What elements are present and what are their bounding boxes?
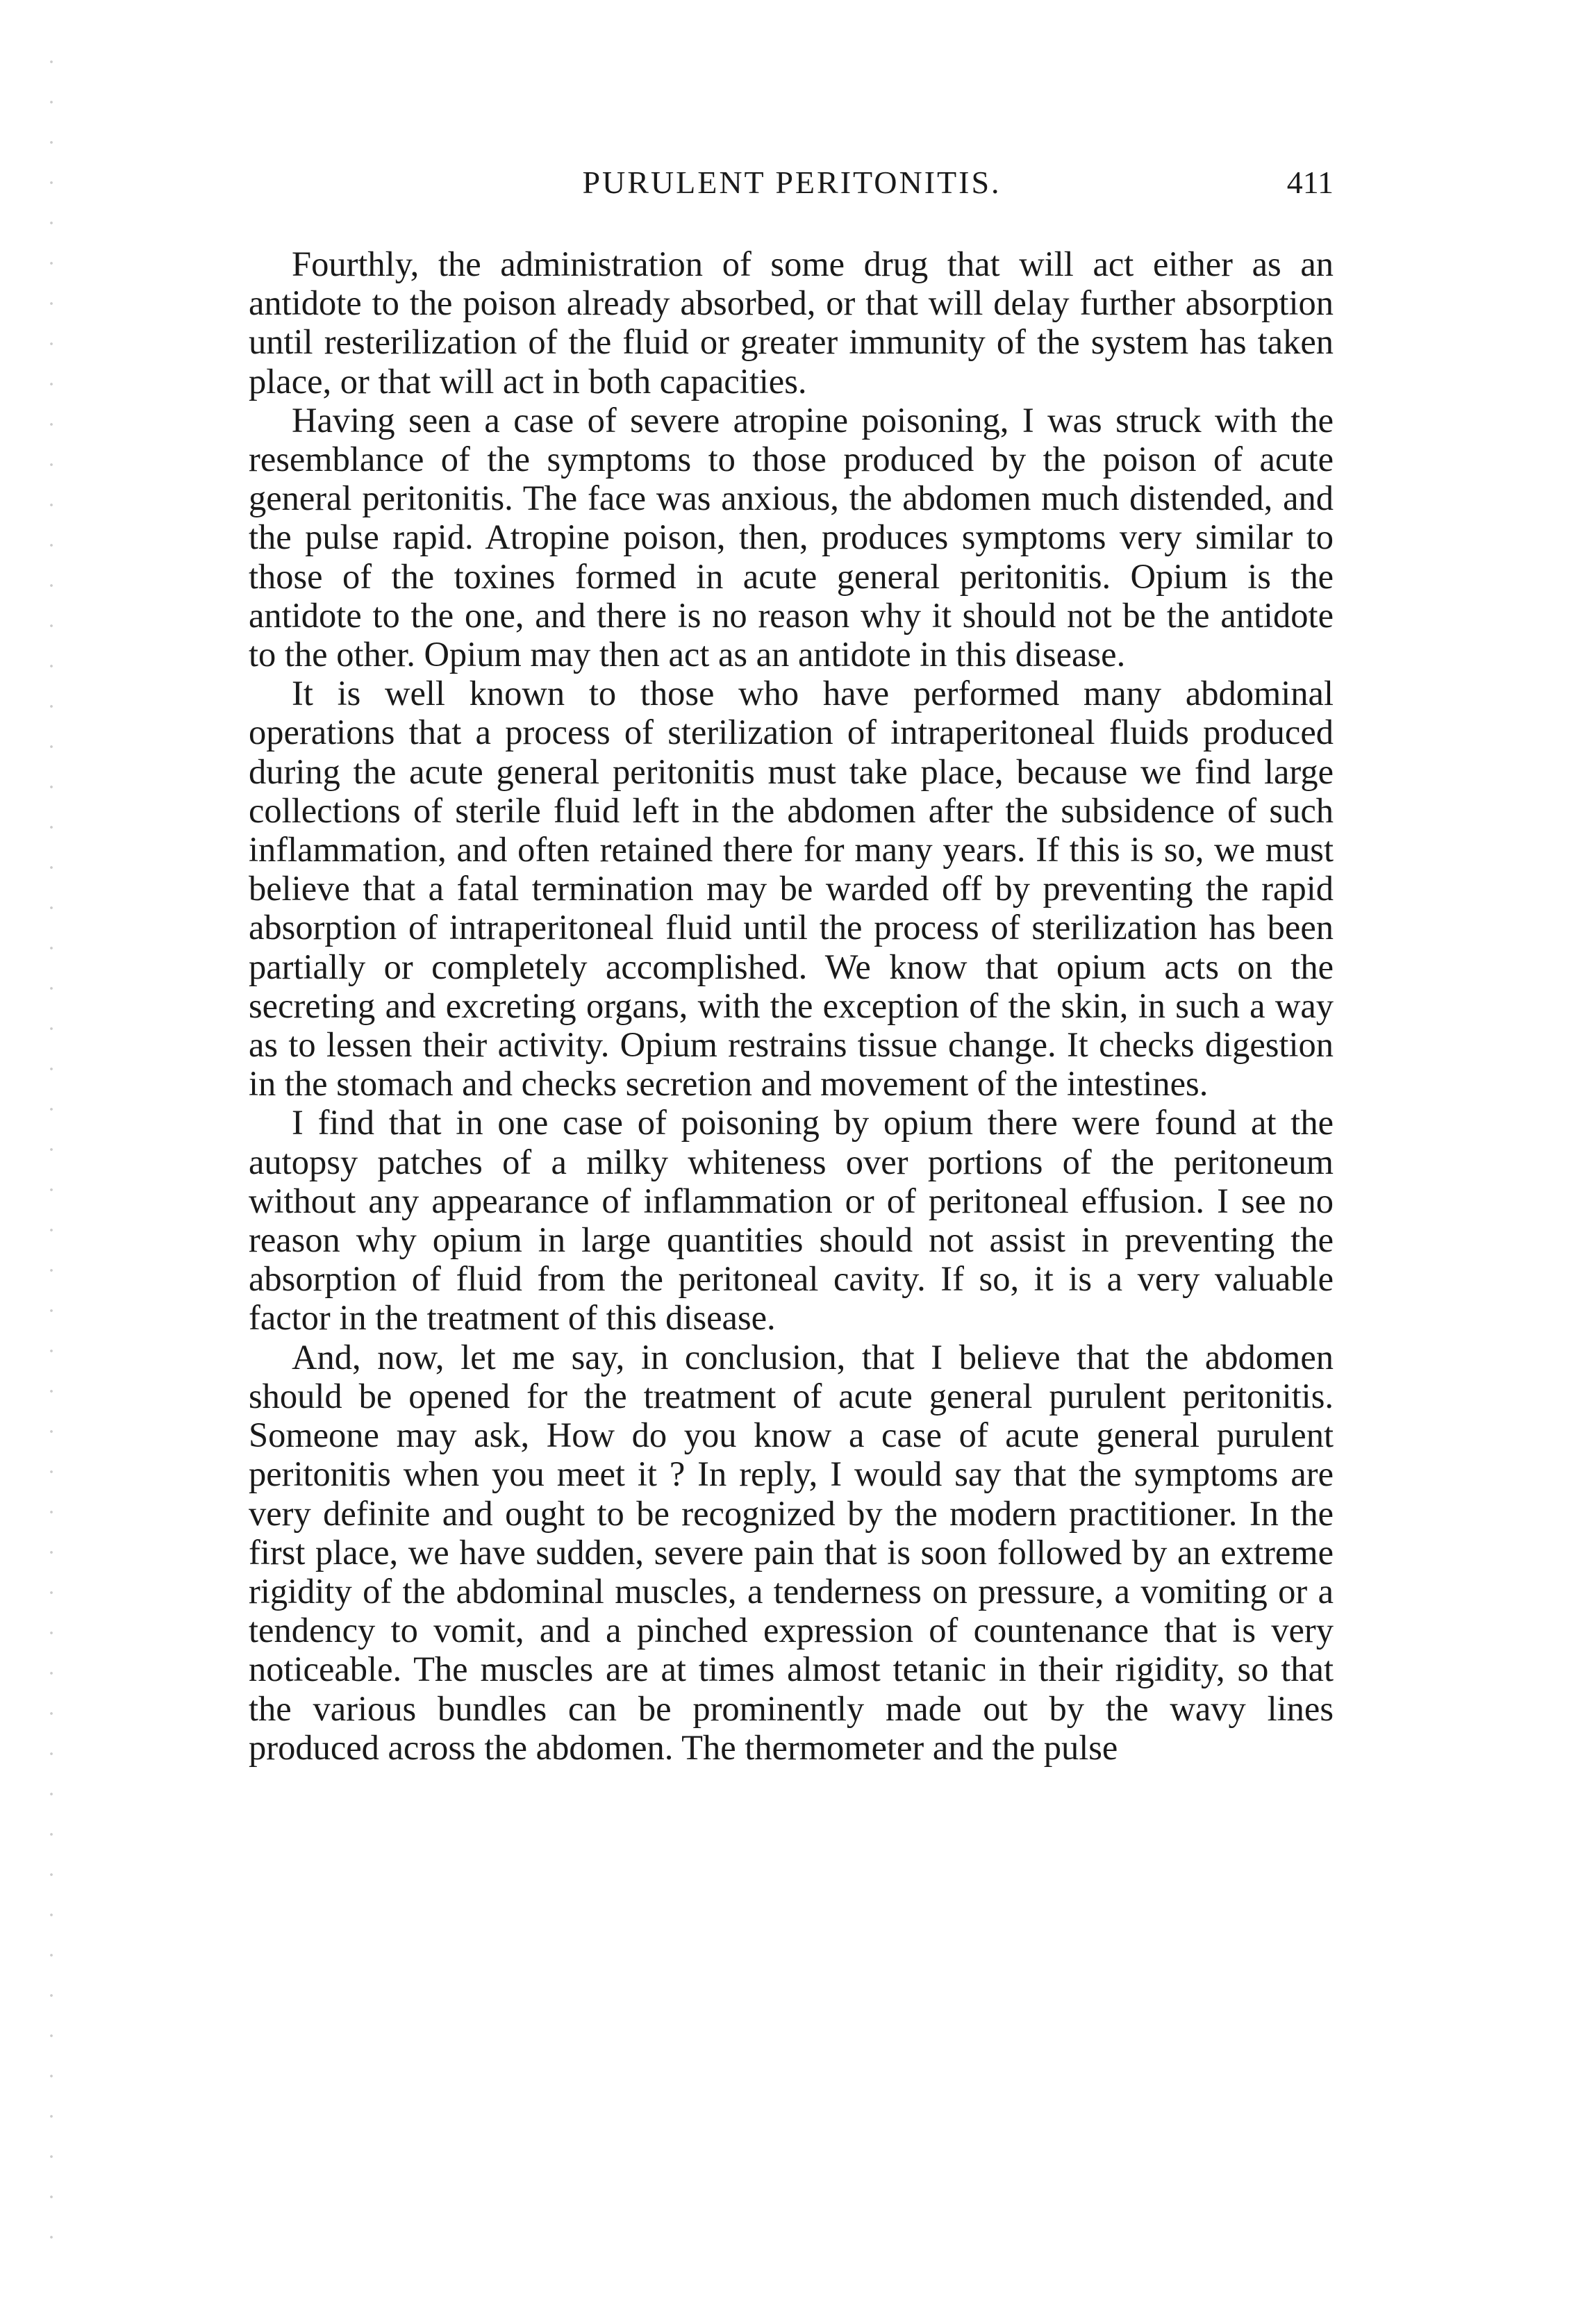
paragraph-conclusion: And, now, let me say, in conclusion, that I believe that the abdomen should be opened for the treatment of acute general purulent peritonitis. Someone may ask, How do you know a case of acute general purulent peritonitis when you meet it ? In reply, I would say that the symptoms are very definite and ought to be recognized by the modern practitioner. In the first place, we have sudden, severe pain that is soon followed by an extreme rigidity of the abdominal muscles, a tenderness on pressure, a vomiting or a tendency to vomit, and a pinched expression of countenance that is very noticeable. The muscles are at times almost tetanic in their rigidity, so that the various bundles can be prominently made out by the wavy lines produced across the abdomen. The thermometer and the pulse xyxy=(249,1337,1334,1767)
page-number: 411 xyxy=(1286,165,1334,200)
running-title: PURULENT PERITONITIS. xyxy=(582,165,1002,200)
paragraph-sterilization: It is well known to those who have performed many abdominal operations that a process of sterilization of intraperitoneal fluids produced during the acute general peritonitis must take place, because we find large collections of sterile fluid left in the abdomen after the subsidence of such inflammation, and often retained there for many years. If this is so, we must believe that a fatal termination may be warded off by preventing the rapid absorption of intraperitoneal fluid until the process of sterilization has been partially or completely accomplished. We know that opium acts on the secreting and excreting organs, with the exception of the skin, in such a way as to lessen their activity. Opium restrains tissue change. It checks digestion in the stomach and checks secretion and movement of the intestines. xyxy=(249,674,1334,1104)
binding-margin-specks xyxy=(49,42,90,2264)
body-text xyxy=(249,244,1334,1767)
paragraph-fourthly: Fourthly, the administration of some drug that will act either as an antidote to the poison already absorbed, or that will delay further absorption until resterilization of the fluid or greater immunity of the system has taken place, or that will act in both capacities. xyxy=(249,244,1334,401)
paragraph-atropine: Having seen a case of severe atropine poisoning, I was struck with the resemblance of the symptoms to those produced by the poison of acute general peritonitis. The face was anxious, the abdomen much distended, and the pulse rapid. Atropine poison, then, produces symptoms very similar to those of the toxines formed in acute general peritonitis. Opium is the antidote to the one, and there is no reason why it should not be the antidote to the other. Opium may then act as an antidote in this disease. xyxy=(249,400,1334,674)
paragraph-opium-poisoning: I find that in one case of poisoning by opium there were found at the autopsy patches of a milky whiteness over portions of the peritoneum without any appearance of inflammation or of peritoneal effusion. I see no reason why opium in large quantities should not assist in preventing the absorption of fluid from the peritoneal cavity. If so, it is a very valuable factor in the treatment of this disease. xyxy=(249,1103,1334,1338)
page-header xyxy=(250,158,1334,207)
